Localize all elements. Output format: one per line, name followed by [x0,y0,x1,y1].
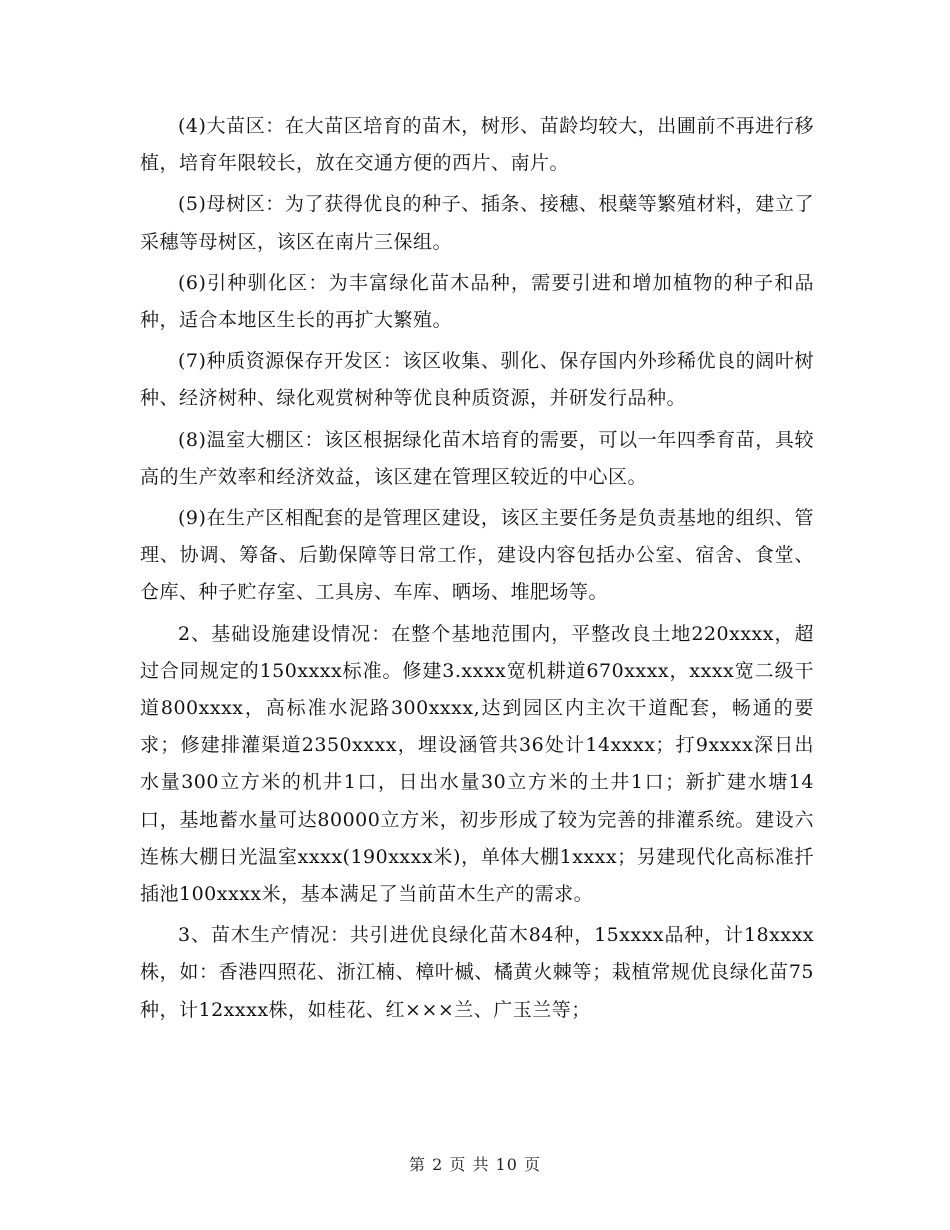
paragraph-germplasm-resource-area: (7)种质资源保存开发区：该区收集、驯化、保存国内外珍稀优良的阔叶树种、经济树种、绿化观赏树种等优良种质资源，并研发行品种。 [140,350,814,410]
paragraph-infrastructure: 2、基础设施建设情况：在整个基地范围内，平整改良土地220xxxx，超过合同规定的150xxxx标准。修建3.xxxx宽机耕道670xxxx，xxxx宽二级干道800xxxx，高标准水泥路300xxxx,达到园区内主次干道配套，畅通的要求；修建排灌渠道2350xxxx，埋设涵管共36处计14xxxx；打9xxxx深日出水量300立方米的机井1口，日出水量30立方米的土井1口；新扩建水塘14口，基地蓄水量可达80000立方米，初步形成了较为完善的排灌系统。建设六连栋大棚日光温室xxxx(190xxxx米)，单体大棚1xxxx；另建现代化高标准扦插池100xxxx米，基本满足了当前苗木生产的需求。 [140,622,814,906]
paragraph-introduction-domestication-area: (6)引种驯化区：为丰富绿化苗木品种，需要引进和增加植物的种子和品种，适合本地区生长的再扩大繁殖。 [140,271,814,332]
page-number-footer: 第 2 页 共 10 页 [409,1155,541,1174]
paragraph-management-area: (9)在生产区相配套的是管理区建设，该区主要任务是负责基地的组织、管理、协调、筹备、后勤保障等日常工作，建设内容包括办公室、宿舍、食堂、仓库、种子贮存室、工具房、车库、晒场、堆肥场等。 [140,507,814,604]
paragraph-mother-tree-area: (5)母树区：为了获得优良的种子、插条、接穗、根蘖等繁殖材料，建立了采穗等母树区，该区在南片三保组。 [140,193,814,253]
document-body [140,108,814,1033]
paragraph-large-seedling-area: (4)大苗区：在大苗区培育的苗木，树形、苗龄均较大，出圃前不再进行移植，培育年限较长，放在交通方便的西片、南片。 [140,115,814,175]
paragraph-greenhouse-area: (8)温室大棚区：该区根据绿化苗木培育的需要，可以一年四季育苗，具较高的生产效率和经济效益，该区建在管理区较近的中心区。 [140,428,814,488]
paragraph-seedling-production: 3、苗木生产情况：共引进优良绿化苗木84种，15xxxx品种，计18xxxx株，如：香港四照花、浙江楠、樟叶槭、橘黄火棘等；栽植常规优良绿化苗75种，计12xxxx株，如桂花、红×××兰、广玉兰等； [140,924,814,1021]
